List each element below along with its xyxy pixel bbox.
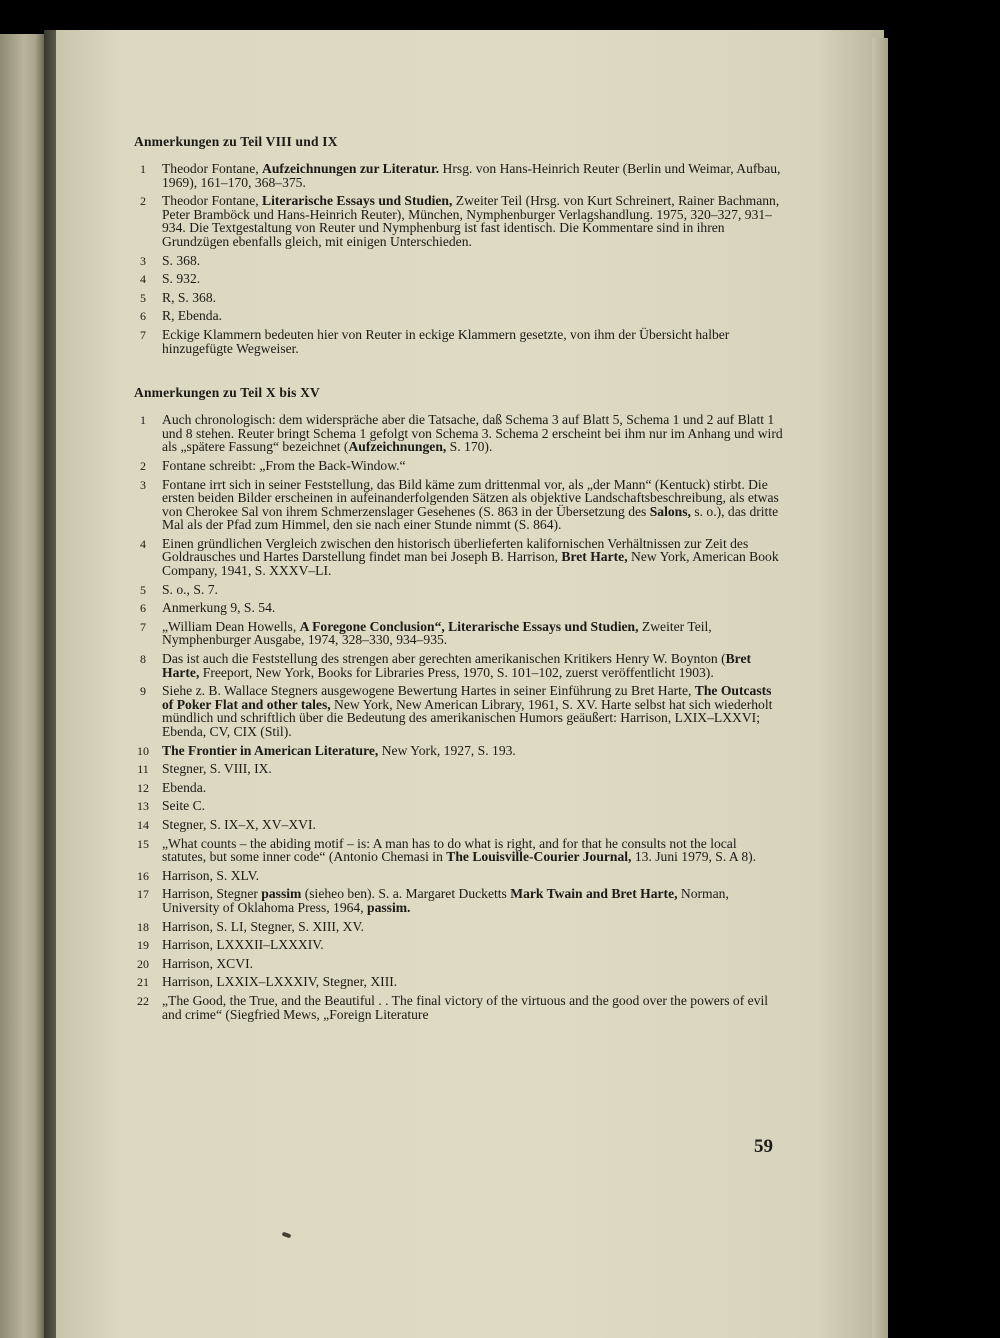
footnote-text-run: Harrison, S. LI, Stegner, S. XIII, XV.	[162, 918, 364, 934]
footnote	[134, 291, 784, 305]
footnote	[134, 762, 784, 776]
footnote	[134, 537, 784, 578]
footnote-text-run: Fontane irrt sich in seiner Feststellung, das Bild käme zum drittenmal vor, als „der Mann“ (Kentuck) stirbt. Die ersten beiden Bilder erscheinen in aufeinanderfolgenden Sätzen als objektive Landschaftsbeschreibung, als etwas von Cherokee Sal von ihrem Schmerzenslager Gesehenes (S. 863 in der Übersetzung des	[162, 476, 779, 519]
footnote	[134, 957, 784, 971]
footnote-text	[162, 458, 406, 473]
footnote-text-run: Fontane schreibt: „From the Back-Window.“	[162, 457, 406, 473]
bold-title-text: The Frontier in American Literature,	[162, 742, 379, 758]
footnote	[134, 601, 784, 615]
footnote-number: 11	[137, 762, 149, 777]
footnote-number: 15	[137, 836, 149, 851]
footnote-text-run: Zweiter Teil (Hrsg. von Kurt Schreinert, Rainer Bachmann, Peter Bramböck und Hans-Heinrich Reuter), München, Nymphenburger Verlagshandlung. 1975, 320–327, 931–934. Die Textgestaltung von Reuter und Nymphenburg ist fast identisch. Die Kommentare sind in ihren Grundzügen ebenfalls gleich, mit einigen Unterschieden.	[162, 193, 780, 249]
footnote-number: 12	[137, 780, 149, 795]
footnote	[134, 254, 784, 268]
footnote-number: 20	[137, 956, 149, 971]
footnote	[134, 994, 784, 1021]
footnote-number: 5	[140, 582, 146, 597]
footnote-number: 19	[137, 938, 149, 953]
footnote-text	[162, 619, 712, 648]
footnote-text	[162, 683, 772, 739]
footnote-number: 18	[137, 919, 149, 934]
footnote-number: 3	[140, 253, 146, 268]
footnote-text-run: Harrison, Stegner	[162, 886, 262, 902]
bold-title-text: Aufzeichnungen zur Literatur.	[262, 161, 440, 176]
footnote-text-run: S. 932.	[162, 271, 201, 287]
bold-title-text: passim	[261, 886, 302, 902]
bold-title-text: The Outcasts of Poker Flat and other tales,	[162, 683, 772, 712]
footnote-text	[162, 582, 218, 597]
footnote	[134, 837, 784, 864]
footnote	[134, 162, 784, 189]
bold-title-text: Salons,	[649, 503, 691, 519]
footnote-text-run: „The Good, the True, and the Beautiful . . The final victory of the virtuous and the good over the powers of evil and crime“ (Siegfried Mews, „Foreign Literature	[162, 992, 769, 1022]
footnote-text	[162, 780, 206, 795]
footnote-text	[162, 600, 275, 615]
footnote-text-run: New York, 1927, S. 193.	[378, 742, 516, 758]
footnote-text-run: R, S. 368.	[162, 289, 217, 305]
footnote-number: 8	[140, 652, 146, 667]
footnote-text	[162, 536, 779, 578]
footnote-text-run: New York, New American Library, 1961, S. XV. Harte selbst hat sich wiederholt mündlich und schriftlich über die Bedeutung des amerikanischen Humors geäußert: Harrison, LXIX–LXXVI; Ebenda, CV, CIX (Stil).	[162, 696, 773, 739]
footnote-text	[162, 651, 751, 680]
footnote	[134, 887, 784, 914]
bold-title-text: Mark Twain and Bret Harte,	[510, 886, 678, 902]
footnote-text-run: Theodor Fontane,	[162, 161, 263, 176]
footnote	[134, 652, 784, 679]
footnote-text	[162, 974, 397, 989]
footnote-text-run: s. o.), das dritte Mal als der Pfad zum Himmel, den sie nach einer Stunde nimmt (S. 864).	[162, 503, 779, 533]
footnote-text-run: „What counts – the abiding motif – is: A man has to do what is right, and for that he consults not the local statutes, but some inner code“ (Antonio Chemasi in	[162, 835, 737, 865]
footnote	[134, 744, 784, 758]
footnote-text-run: Freeport, New York, Books for Libraries Press, 1970, S. 101–102, zuerst veröffentlicht 1903).	[199, 664, 714, 680]
footnote-text-run: Harrison, LXXIX–LXXXIV, Stegner, XIII.	[162, 974, 398, 990]
footnote-text	[162, 761, 272, 776]
footnote-number: 4	[140, 272, 146, 287]
bold-title-text: Literarische Essays und Studien,	[262, 193, 453, 209]
footnote-text	[162, 743, 516, 758]
footnote-number: 7	[140, 619, 146, 634]
footnote-text-run: R, Ebenda.	[162, 308, 223, 324]
notes-section	[134, 134, 784, 355]
footnote-text	[162, 327, 729, 356]
footnote-number: 17	[137, 887, 149, 902]
footnote-text-run: Ebenda.	[162, 779, 207, 795]
footnote	[134, 938, 784, 952]
footnote	[134, 309, 784, 323]
footnote-number: 13	[137, 799, 149, 814]
footnote-text-run: Hrsg. von Hans-Heinrich Reuter (Berlin und Weimar, Aufbau, 1969), 161–170, 368–375.	[162, 161, 781, 190]
footnote	[134, 459, 784, 473]
footnote-text	[162, 919, 364, 934]
footnote-text-run: Das ist auch die Feststellung des strengen aber gerechten amerikanischen Kritikers Henry W. Boynton (	[162, 651, 726, 667]
footnote-text-run: 13. Juni 1979, S. A 8).	[631, 849, 757, 865]
footnote-text-run: Norman, University of Oklahoma Press, 1964,	[162, 886, 729, 915]
footnote-text-run: Zweiter Teil, Nymphenburger Ausgabe, 1974, 328–330, 934–935.	[162, 618, 712, 648]
footnote	[134, 620, 784, 647]
footnote-text	[162, 193, 779, 249]
footnote	[134, 684, 784, 738]
footnote	[134, 799, 784, 813]
footnote-text	[162, 290, 216, 305]
footnote-text	[162, 956, 253, 971]
footnote-number: 3	[140, 477, 146, 492]
footnote-text-run: Eckige Klammern bedeuten hier von Reuter in eckige Klammern gesetzte, von ihm der Übersicht halber hinzugefügte Wegweiser.	[162, 326, 730, 356]
bold-title-text: passim.	[367, 899, 411, 915]
notes-section	[134, 385, 784, 1021]
footnote-number: 7	[140, 327, 146, 342]
footnote-text	[162, 412, 783, 454]
footnote-text-run: Siehe z. B. Wallace Stegners ausgewogene Bewertung Hartes in seiner Einführung zu Bret Harte,	[162, 683, 695, 699]
book-gutter	[44, 30, 56, 1338]
page-content	[134, 134, 784, 1026]
footnote-number: 21	[137, 975, 149, 990]
footnote-text-run: Harrison, S. XLV.	[162, 867, 260, 883]
footnote-number: 14	[137, 817, 149, 832]
footnote-text-run: Stegner, S. IX–X, XV–XVI.	[162, 816, 316, 832]
footnote	[134, 920, 784, 934]
footnote-number: 16	[137, 868, 149, 883]
footnote-text-run: Theodor Fontane,	[162, 193, 263, 209]
footnote-text	[162, 886, 729, 915]
footnote-text	[162, 993, 768, 1022]
bold-title-text: Aufzeichnungen,	[348, 439, 447, 455]
footnote-text	[162, 253, 200, 268]
footnote	[134, 781, 784, 795]
footnote-text	[162, 868, 259, 883]
footnote-number: 22	[137, 993, 149, 1008]
footnote-text-run: S. 368.	[162, 252, 201, 268]
footnote-text-run: S. o., S. 7.	[162, 581, 218, 597]
footnote-number: 6	[140, 309, 146, 324]
footnote-number: 2	[140, 194, 146, 209]
footnote-number: 1	[140, 162, 146, 176]
right-page-edge	[872, 38, 888, 1338]
page-number: 59	[754, 1136, 773, 1157]
book-page	[56, 30, 884, 1338]
footnote-text-run: (sieheo ben). S. a. Margaret Ducketts	[301, 886, 511, 902]
footnote-text	[162, 477, 779, 533]
footnote	[134, 272, 784, 286]
footnote	[134, 818, 784, 832]
footnote-text	[162, 817, 316, 832]
footnote	[134, 413, 784, 454]
footnote	[134, 583, 784, 597]
footnote	[134, 975, 784, 989]
footnote	[134, 478, 784, 532]
footnote-text-run: New York, American Book Company, 1941, S. XXXV–LI.	[162, 549, 779, 579]
footnote-text	[162, 836, 756, 865]
footnote-text	[162, 937, 324, 952]
footnote-text	[162, 798, 205, 813]
section-heading: Anmerkungen zu Teil VIII und IX	[134, 134, 338, 149]
footnote-number: 1	[140, 413, 146, 428]
footnote-number: 2	[140, 458, 146, 473]
footnote-text-run: „William Dean Howells,	[162, 618, 300, 634]
ink-speck	[282, 1232, 292, 1239]
footnote-text	[162, 161, 780, 190]
footnote-text-run: Einen gründlichen Vergleich zwischen den historisch überlieferten kalifornischen Verhältnissen zur Zeit des Goldrausches und Hartes Darstellung findet man bei Joseph B. Harrison,	[162, 535, 749, 565]
bold-title-text: A Foregone Conclusion“, Literarische Essays und Studien,	[299, 618, 639, 634]
left-page-edge	[0, 34, 44, 1338]
footnote-number: 10	[137, 743, 149, 758]
footnote-text-run: Auch chronologisch: dem widerspräche aber die Tatsache, daß Schema 3 auf Blatt 5, Schema 1 und 2 auf Blatt 1 und 8 stehen. Reuter bringt Schema 1 gefolgt von Schema 3. Schema 2 erscheint bei ihm nur im Anhang und wird als „spätere Fassung“ bezeichnet (	[162, 412, 783, 455]
footnote-text-run: Harrison, LXXXII–LXXXIV.	[162, 937, 324, 953]
footnote-number: 5	[140, 290, 146, 305]
footnote-text	[162, 308, 222, 323]
footnote-text-run: Stegner, S. VIII, IX.	[162, 761, 272, 777]
footnote	[134, 194, 784, 248]
footnote-text-run: Seite C.	[162, 798, 206, 814]
footnote-number: 9	[140, 684, 146, 699]
footnote-text-run: S. 170).	[446, 439, 493, 455]
footnote	[134, 869, 784, 883]
bold-title-text: The Louisville-Courier Journal,	[446, 849, 632, 865]
section-heading: Anmerkungen zu Teil X bis XV	[134, 385, 321, 401]
footnote	[134, 328, 784, 355]
footnote-text-run: Harrison, XCVI.	[162, 955, 253, 971]
bold-title-text: Bret Harte,	[561, 549, 628, 565]
footnote-text	[162, 271, 200, 286]
footnote-number: 6	[140, 601, 146, 616]
footnote-number: 4	[140, 536, 146, 551]
bold-title-text: Bret Harte,	[162, 651, 752, 680]
footnote-text-run: Anmerkung 9, S. 54.	[162, 600, 276, 616]
